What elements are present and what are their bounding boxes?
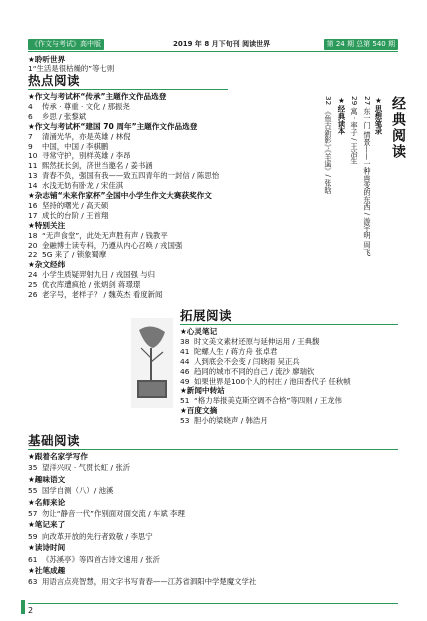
toc-item — [28, 532, 153, 541]
section-heading: ★百度文摘 — [180, 406, 218, 416]
section-heading: ★新闻中转站 — [180, 386, 225, 396]
page-ref: 41 — [180, 346, 190, 356]
toc-item — [180, 416, 268, 425]
toc-title: 成长的台阶 / 王首翔 — [42, 210, 109, 220]
toc-title: 熙然抚长剑，济世当邀名 / 姜书涵 — [42, 161, 153, 171]
page-ref: 55 — [28, 486, 38, 496]
toc-item — [180, 357, 300, 366]
section-heading: ★社笔成趣 — [28, 566, 66, 575]
page-ref: 38 — [180, 336, 190, 346]
toc-item — [28, 280, 140, 289]
toc-item — [28, 577, 256, 586]
page-ref: 22 — [28, 250, 38, 260]
toc-item — [28, 151, 131, 160]
toc-title: 勿让“静音一代”作别面对面交流 / 车斌 李理 — [42, 509, 185, 518]
toc-title: 老字号，老样子？ / 魏英杰 看度新闻 — [42, 290, 163, 299]
page-ref: 11 — [28, 161, 38, 171]
page-ref: 57 — [28, 509, 38, 518]
page-ref: 51 — [180, 396, 190, 406]
section-heading: ★名师来论 — [28, 497, 66, 507]
toc-title: 《苏溪亭》等四首古诗文速用 / 张沂 — [42, 554, 161, 564]
page-ref: 18 — [28, 230, 38, 240]
page-ref: 61 — [28, 554, 38, 564]
toc-item: 1“生活是很枯燥的”等七则 — [28, 64, 115, 73]
section-heading: ★读诗时间 — [28, 543, 66, 553]
toc-item — [28, 250, 106, 259]
toc-title: 青春不负，强国有我——致五四青年的一封信 / 陈思怡 — [42, 171, 220, 181]
footer-marker — [21, 600, 25, 614]
section-heading: ★趣味语文 — [28, 474, 66, 484]
toc-title: 水浅无妨有卧龙 / 宋佳淇 — [42, 181, 124, 191]
classic-item: 32 《鱼古新影》·《羊遥》/ 张晗 — [324, 96, 333, 194]
page-ref: 7 — [28, 131, 33, 141]
toc-title: 5G 来了 / 锁象蜀摩 — [42, 250, 107, 260]
toc-item — [28, 112, 86, 121]
toc-item — [28, 102, 130, 111]
toc-item — [28, 290, 162, 299]
page-header — [28, 39, 398, 50]
toc-item — [28, 171, 219, 180]
footer-rule — [28, 603, 398, 604]
classic-item: 29 寓 · 率子 / 王冶生 — [350, 96, 359, 165]
classic-item: 27 东一门 情景——一种兽变的东西 / 游宇明 周飞 — [363, 96, 372, 256]
toc-item — [28, 509, 185, 518]
classic-reading-title: 经典阅读 — [390, 96, 406, 160]
toc-title: 寻常守护，别样英雄 / 李昂 — [42, 151, 131, 161]
toc-title: 国学自测（八）/ 池溪 — [42, 486, 114, 496]
toc-item — [28, 486, 113, 495]
section-listen-world: ★聆听世界 — [28, 55, 66, 64]
toc-title: 坚持的曙光 / 高天硕 — [42, 200, 109, 210]
section-heading: ★笔记来了 — [28, 520, 66, 530]
page-ref: 20 — [28, 240, 38, 250]
toc-title: “无声食堂”，此处无声胜有声 / 钱教平 — [42, 230, 168, 240]
section-heading: ★特别关注 — [28, 220, 66, 230]
page-ref: 26 — [28, 290, 38, 299]
page-ref: 14 — [28, 181, 38, 191]
hot-reading-rule — [28, 89, 228, 90]
section-heading: ★作文与考试杯“传承”主题作文作品选登 — [28, 92, 167, 101]
toc-item — [28, 555, 160, 564]
toc-item — [28, 161, 153, 170]
toc-title: 清涌光华，亦是英雄 / 林倪 — [42, 131, 131, 141]
page-ref: 6 — [28, 111, 33, 121]
tree-photo — [131, 318, 173, 408]
classic-section-heading: ★思想笔录 — [374, 96, 383, 135]
toc-item — [28, 231, 168, 240]
header-rule — [28, 51, 398, 52]
toc-item — [28, 463, 130, 472]
page-ref: 46 — [180, 366, 190, 376]
toc-title: 小学生质疑羿射九日 / 戎国强 与归 — [42, 270, 156, 280]
toc-title: “格力举报美克斯空调不合格”等四则 / 王龙伟 — [194, 396, 342, 406]
toc-item — [28, 201, 108, 210]
page-ref: 16 — [28, 200, 38, 210]
page-ref: 9 — [28, 141, 33, 151]
toc-title: 金融博士读专科，乃遵从内心召唤 / 戎国强 — [42, 240, 183, 250]
expand-reading-title: 拓展阅读 — [180, 308, 233, 323]
page-ref: 53 — [180, 416, 190, 426]
page-ref: 35 — [28, 463, 38, 473]
toc-title: 胆小的梁晓声 / 韩浩月 — [194, 416, 268, 426]
page-ref: 49 — [180, 376, 190, 386]
basic-reading-rule — [28, 449, 398, 450]
page-ref: 25 — [28, 280, 38, 290]
classic-section-heading: ★经典读本 — [337, 96, 346, 135]
section-heading: ★杂志铺“未来作家杯”全国中小学生作文大赛获奖作文 — [28, 191, 212, 200]
issue-date: 2019 年 8 月下旬刊 阅读世界 — [173, 40, 271, 48]
toc-title: 传承 · 尊重 · 文化 / 那振尧 — [42, 101, 130, 111]
toc-item — [180, 367, 314, 376]
page-ref: 44 — [180, 356, 190, 366]
toc-item — [28, 132, 131, 141]
toc-item — [28, 142, 108, 151]
page-ref: 13 — [28, 171, 38, 181]
toc-item — [28, 181, 123, 190]
section-heading: ★跟着名家学写作 — [28, 452, 88, 461]
toc-item — [180, 377, 351, 386]
expand-reading-rule — [180, 324, 398, 325]
toc-title: 时文美文素材还原与延伸运用 / 王典馥 — [194, 336, 320, 346]
magazine-name-tag: 《作文与考试》高中版 — [28, 39, 104, 50]
toc-title: 中国，中国 / 李棋鹏 — [42, 141, 109, 151]
toc-title: 人到底会不会变 / 闫晓雨 吴正兵 — [194, 356, 300, 366]
toc-title: 望洋兴叹 · 气贯长虹 / 张沂 — [42, 463, 131, 473]
hot-reading-title: 热点阅读 — [28, 73, 81, 88]
toc-title: 优衣库遭疯抢 / 张炳剑 蒋璟璟 — [42, 280, 141, 290]
page-ref: 63 — [28, 577, 38, 587]
issue-number-tag: 第 24 期 总第 540 期 — [324, 39, 398, 50]
page-ref: 59 — [28, 531, 38, 541]
toc-title: 趋同的城市不同的自己 / 流沙 廖瑞钦 — [194, 366, 315, 376]
toc-item — [28, 241, 182, 250]
tree-illustration — [131, 318, 173, 408]
toc-item — [180, 396, 342, 405]
toc-item — [28, 211, 108, 220]
toc-title: 如果世界是100个人的村庄 / 池田香代子 任秋帧 — [194, 376, 351, 386]
toc-title: 陀螺人生 / 蒋方舟 张卓君 — [194, 346, 278, 356]
section-heading: ★心灵笔记 — [180, 327, 218, 336]
toc-item — [28, 270, 155, 279]
page-number: 2 — [28, 606, 34, 615]
section-heading: ★作文与考试杯“建国 70 周年”主题作文作品选登 — [28, 121, 198, 131]
toc-item — [180, 337, 319, 346]
basic-reading-title: 基础阅读 — [28, 433, 81, 448]
toc-title: 乡思 / 张黎斌 — [42, 111, 87, 121]
toc-title: 用语言点亮智慧，用文字书写青春——江苏省泗阳中学楚魔文学社 — [42, 577, 257, 587]
page-ref: 10 — [28, 151, 38, 161]
toc-item — [180, 347, 277, 356]
section-heading: ★杂文经纬 — [28, 260, 66, 270]
page-ref: 4 — [28, 101, 33, 111]
page-ref: 17 — [28, 210, 38, 220]
toc-title: 向改革开放的先行者致敬 / 李思宁 — [42, 531, 153, 541]
page-ref: 24 — [28, 270, 38, 280]
